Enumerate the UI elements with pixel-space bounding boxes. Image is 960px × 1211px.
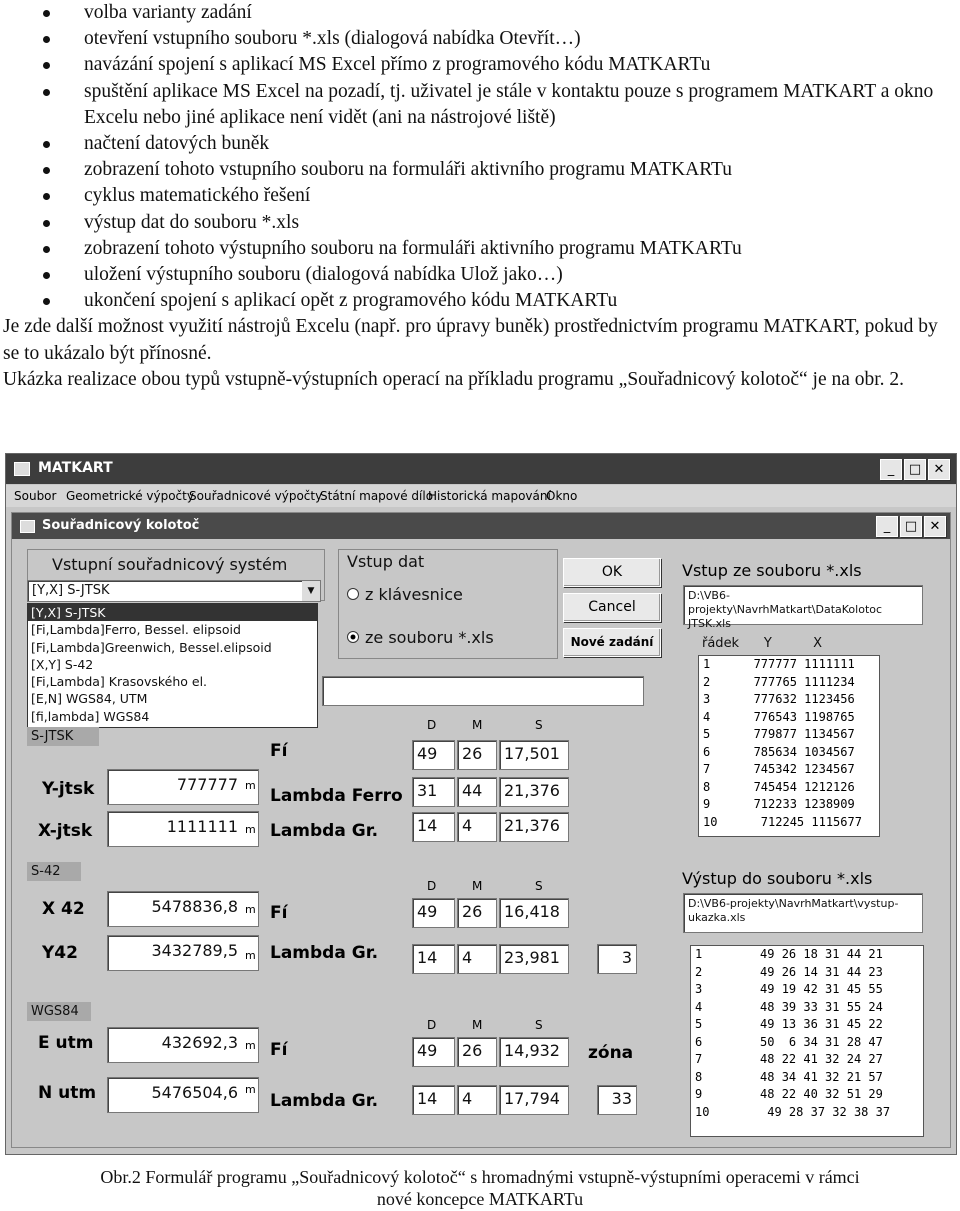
input-file-path[interactable]: D:\VB6-projekty\NavrhMatkart\DataKolotoc JTSK.xls — [683, 585, 923, 625]
menu-souradnicove-vypocty[interactable]: Souřadnicové výpočty — [189, 489, 323, 503]
min-header: M — [472, 879, 483, 893]
input-file-title: Vstup ze souboru *.xls — [682, 561, 862, 580]
lambda-ferro-sec[interactable]: 21,376 — [499, 777, 569, 807]
menu-bar — [6, 485, 956, 507]
zone-field[interactable]: 3 — [597, 944, 637, 974]
min-header: M — [472, 718, 483, 732]
system-dropdown — [27, 603, 318, 728]
menu-okno[interactable]: Okno — [546, 489, 578, 503]
list-item: 6 785634 1034567 — [703, 744, 855, 759]
list-item: uložení výstupního souboru (dialogová nabídka Ulož jako…) — [0, 262, 960, 288]
y42-value: 3432789,5 — [151, 941, 238, 960]
y42-field[interactable] — [107, 935, 259, 971]
fi-deg[interactable]: 49 — [412, 1037, 455, 1067]
fi-sec[interactable]: 17,501 — [499, 740, 569, 770]
maximize-icon[interactable]: □ — [904, 459, 926, 480]
unit-label: m — [245, 1083, 256, 1096]
list-item: zobrazení tohoto vstupního souboru na formuláři aktivního programu MATKARTu — [0, 157, 960, 183]
system-combo[interactable] — [27, 580, 321, 602]
deg-header: D — [427, 718, 437, 732]
output-file-title: Výstup do souboru *.xls — [682, 869, 873, 888]
sec-header: S — [535, 718, 543, 732]
kolotoc-titlebar — [12, 513, 950, 539]
list-item: otevření vstupního souboru *.xls (dialogová nabídka Otevřít…) — [0, 26, 960, 52]
y42-label: Y42 — [42, 943, 78, 963]
list-item: 1 777777 1111111 — [703, 657, 855, 671]
lambda-gr-deg[interactable]: 14 — [412, 1085, 455, 1115]
list-item: 2 49 26 14 31 44 23 — [695, 964, 883, 979]
list-item: 2 777765 1111234 — [703, 674, 855, 689]
list-item: volba varianty zadání — [0, 0, 960, 26]
input-data-group — [338, 549, 558, 659]
radio-file[interactable] — [347, 628, 494, 647]
lambda-gr-label: Lambda Gr. — [270, 821, 379, 841]
n-utm-label: N utm — [38, 1083, 97, 1103]
e-utm-value: 432692,3 — [161, 1033, 238, 1052]
minimize-icon[interactable]: _ — [880, 459, 902, 480]
lambda-gr-min[interactable]: 4 — [457, 812, 497, 842]
radio-selected-icon[interactable] — [347, 631, 359, 643]
section-tag-wgs84: WGS84 — [27, 1002, 91, 1021]
lambda-gr-label: Lambda Gr. — [270, 1091, 379, 1111]
x-jtsk-value: 1111111 — [166, 817, 238, 836]
lambda-gr-min[interactable]: 4 — [457, 1085, 497, 1115]
list-item: 9 712233 1238909 — [703, 797, 855, 811]
close-icon[interactable]: ✕ — [928, 459, 950, 480]
x42-field[interactable] — [107, 891, 259, 927]
sec-header: S — [535, 1018, 543, 1032]
lambda-gr-sec[interactable]: 17,794 — [499, 1085, 569, 1115]
blank-field[interactable] — [322, 676, 644, 706]
list-item: načtení datových buněk — [0, 131, 960, 157]
sec-header: S — [535, 879, 543, 893]
menu-statni-mapove-dilo[interactable]: Státní mapové dílo — [320, 489, 434, 503]
list-item: cyklus matematického řešení — [0, 183, 960, 209]
section-tag-sjtsk: S-JTSK — [27, 727, 99, 746]
output-list[interactable] — [690, 945, 924, 1137]
app-title: MATKART — [38, 460, 113, 476]
fi-label: Fí — [270, 1040, 288, 1060]
list-item: 8 745454 1212126 — [703, 779, 855, 794]
n-utm-value: 5476504,6 — [151, 1083, 238, 1102]
minimize-icon[interactable]: _ — [876, 516, 898, 537]
new-entry-button[interactable]: Nové zadání — [563, 628, 661, 657]
paragraph: Ukázka realizace obou typů vstupně-výstupních operací na příkladu programu „Souřadnicový kolotoč“ je na obr. 2. — [3, 368, 905, 390]
dropdown-item[interactable]: [Fi,Lambda]Greenwich, Bessel.elipsoid — [31, 639, 272, 655]
y-jtsk-value: 777777 — [176, 775, 238, 794]
lambda-gr-label: Lambda Gr. — [270, 943, 379, 963]
dropdown-item[interactable]: [X,Y] S-42 — [31, 656, 94, 672]
e-utm-label: E utm — [38, 1033, 94, 1053]
list-item: výstup dat do souboru *.xls — [0, 210, 960, 236]
document-text — [0, 0, 960, 393]
list-item: zobrazení tohoto výstupního souboru na formuláři aktivního programu MATKARTu — [0, 236, 960, 262]
input-system-label: Vstupní souřadnicový systém — [52, 555, 288, 574]
cancel-button[interactable]: Cancel — [563, 593, 661, 622]
ok-button[interactable]: OK — [563, 558, 661, 587]
unit-label: m — [245, 903, 256, 916]
e-utm-field[interactable] — [107, 1027, 259, 1063]
radio-file-label: ze souboru *.xls — [365, 628, 494, 647]
radio-keyboard-label: z klávesnice — [365, 585, 463, 604]
lambda-gr-deg[interactable]: 14 — [412, 944, 455, 974]
deg-header: D — [427, 879, 437, 893]
fi-label: Fí — [270, 741, 288, 761]
lambda-gr-deg[interactable]: 14 — [412, 812, 455, 842]
dropdown-item[interactable]: [E,N] WGS84, UTM — [31, 691, 148, 707]
list-item: 1 49 26 18 31 44 21 — [695, 947, 883, 961]
list-item: 6 50 6 34 31 28 47 — [695, 1034, 883, 1049]
unit-label: m — [245, 823, 256, 836]
menu-geometricke-vypocty[interactable]: Geometrické výpočty — [66, 489, 194, 503]
unit-label: m — [245, 779, 256, 792]
list-item: 7 48 22 41 32 24 27 — [695, 1052, 883, 1066]
chevron-down-icon[interactable]: ▼ — [302, 581, 320, 601]
list-item: 5 779877 1134567 — [703, 727, 855, 741]
list-item: ukončení spojení s aplikací opět z programového kódu MATKARTu — [0, 288, 960, 314]
menu-historicka-mapovani[interactable]: Historická mapování — [428, 489, 551, 503]
fi-sec[interactable]: 16,418 — [499, 898, 569, 928]
program-screenshot — [5, 453, 957, 1155]
list-item: 4 48 39 33 31 55 24 — [695, 999, 883, 1014]
fi-label: Fí — [270, 903, 288, 923]
dropdown-item[interactable]: [fi,lambda] WGS84 — [31, 708, 150, 724]
fi-sec[interactable]: 14,932 — [499, 1037, 569, 1067]
radio-keyboard[interactable] — [347, 585, 463, 604]
y-jtsk-label: Y-jtsk — [42, 779, 95, 799]
fi-min[interactable]: 26 — [457, 1037, 497, 1067]
dropdown-item[interactable]: [Fi,Lambda]Ferro, Bessel. elipsoid — [31, 622, 241, 638]
list-item: spuštění aplikace MS Excel na pozadí, tj. uživatel je stále v kontaktu pouze s programem MATKART a okno Excelu nebo jiné aplikace není vidět (ani na nástrojové liště) — [0, 79, 960, 131]
radio-icon[interactable] — [347, 588, 359, 600]
list-item: 4 776543 1198765 — [703, 709, 855, 724]
list-item: 5 49 13 36 31 45 22 — [695, 1017, 883, 1031]
list-item: 3 49 19 42 31 45 55 — [695, 982, 883, 996]
dropdown-item[interactable]: [Fi,Lambda] Krasovského el. — [31, 674, 208, 690]
list-item: 10 49 28 37 32 38 37 — [695, 1104, 891, 1119]
x-jtsk-label: X-jtsk — [38, 821, 93, 841]
list-item: 9 48 22 40 32 51 29 — [695, 1087, 883, 1101]
deg-header: D — [427, 1018, 437, 1032]
app-icon — [14, 462, 30, 476]
caption-line: nové koncepce MATKARTu — [376, 1189, 584, 1209]
input-list-header: řádek Y X — [702, 636, 823, 651]
section-tag-s42: S-42 — [27, 862, 81, 881]
fi-deg[interactable]: 49 — [412, 740, 455, 770]
x42-label: X 42 — [42, 899, 85, 919]
n-utm-field[interactable] — [107, 1077, 259, 1113]
caption-line: Obr.2 Formulář programu „Souřadnicový kolotoč“ s hromadnými vstupně-výstupními operacemi v rámci — [100, 1167, 860, 1187]
list-item: 10 712245 1115677 — [703, 814, 862, 829]
min-header: M — [472, 1018, 483, 1032]
lambda-ferro-min[interactable]: 44 — [457, 777, 497, 807]
figure-caption — [0, 1166, 960, 1210]
input-list[interactable] — [698, 655, 880, 837]
close-icon[interactable]: ✕ — [924, 516, 946, 537]
zone-field[interactable]: 33 — [597, 1085, 637, 1115]
paragraph: Je zde další možnost využití nástrojů Excelu (např. pro úpravy buněk) prostřednictvím programu MATKART, pokud by se to ukázalo být přínosné. — [3, 316, 938, 364]
lambda-gr-sec[interactable]: 23,981 — [499, 944, 569, 974]
menu-soubor[interactable]: Soubor — [14, 489, 57, 503]
kolotoc-window — [11, 512, 951, 1148]
list-item: navázání spojení s aplikací MS Excel přímo z programového kódu MATKARTu — [0, 52, 960, 78]
output-file-path[interactable]: D:\VB6-projekty\NavrhMatkart\vystup-ukazka.xls — [683, 893, 923, 933]
lambda-ferro-deg[interactable]: 31 — [412, 777, 455, 807]
list-item: 7 745342 1234567 — [703, 762, 855, 776]
fi-min[interactable]: 26 — [457, 740, 497, 770]
zone-label: zóna — [588, 1043, 634, 1063]
lambda-gr-min[interactable]: 4 — [457, 944, 497, 974]
main-titlebar — [6, 454, 956, 484]
dropdown-item[interactable]: [Y,X] S-JTSK — [28, 604, 317, 621]
unit-label: m — [245, 949, 256, 962]
window-title: Souřadnicový kolotoč — [42, 518, 200, 533]
x-jtsk-field[interactable] — [107, 811, 259, 847]
unit-label: m — [245, 1039, 256, 1052]
window-icon — [20, 520, 35, 533]
lambda-gr-sec[interactable]: 21,376 — [499, 812, 569, 842]
x42-value: 5478836,8 — [151, 897, 238, 916]
input-data-label: Vstup dat — [347, 552, 425, 571]
list-item: 3 777632 1123456 — [703, 692, 855, 706]
maximize-icon[interactable]: □ — [900, 516, 922, 537]
list-item: 8 48 34 41 32 21 57 — [695, 1069, 883, 1084]
fi-deg[interactable]: 49 — [412, 898, 455, 928]
y-jtsk-field[interactable] — [107, 769, 259, 805]
fi-min[interactable]: 26 — [457, 898, 497, 928]
lambda-ferro-label: Lambda Ferro — [270, 786, 403, 806]
bullet-list — [0, 0, 960, 314]
combo-value: [Y,X] S-JTSK — [32, 583, 110, 598]
